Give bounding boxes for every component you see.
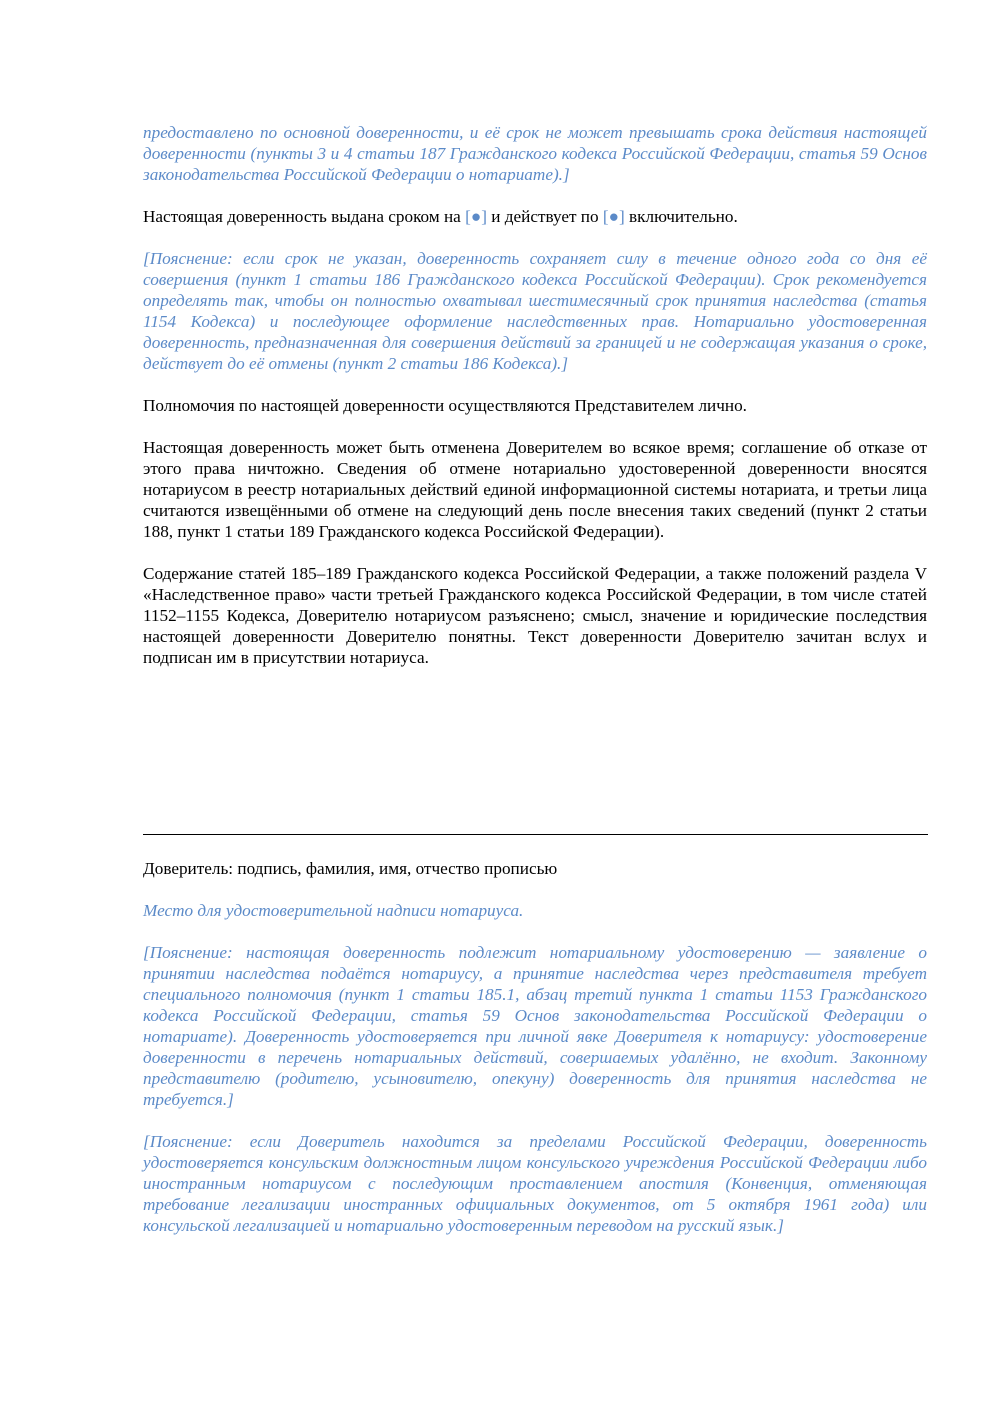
note-notarization: [Пояснение: настоящая доверенность подлежит нотариальному удостоверению — заявление о принятии наследства подаётся нотариусу, а принятие наследства через представителя требует специального полномочия (пункт 1 статьи 185.1, абзац третий пункта 1 статьи 1153 Гражданского кодекса Российской Федерации, статья 59 Основ законодательства Российской Федерации о нотариате). Доверенность удостоверяется при личной явке Доверителя к нотариусу: удостоверение доверенности в перечень нотариальных действий, совершаемых удалённо, не входит. Законному представителю (родителю, усыновителю, опекуну) доверенность для принятия наследства не требуется.]: [143, 943, 927, 1109]
term-text-1: Настоящая доверенность выдана сроком на: [143, 207, 466, 226]
explanation-paragraph: Содержание статей 185–189 Гражданского кодекса Российской Федерации, а также положений раздела V «Наследственное право» части третьей Гражданского кодекса Российской Федерации, в том числе статей 1152–1155 Кодекса, Доверителю нотариусом разъяснено; смысл, значение и юридические последствия настоящей доверенности Доверителю понятны. Текст доверенности Доверителю зачитан вслух и подписан им в присутствии нотариуса.: [143, 564, 927, 667]
term-end-placeholder: [●]: [602, 207, 625, 226]
personal-exercise-paragraph: Полномочия по настоящей доверенности осуществляются Представителем лично.: [143, 396, 747, 415]
document-body: [143, 122, 927, 668]
revocation-paragraph: Настоящая доверенность может быть отменена Доверителем во всякое время; соглашение об отказе от этого права ничтожно. Сведения об отмене нотариально удостоверенной доверенности вносятся нотариусом в реестр нотариальных действий единой информационной системы нотариата, и третьи лица считаются извещёнными об отмене на следующий день после внесения таких сведений (пункт 2 статьи 188, пункт 1 статьи 189 Гражданского кодекса Российской Федерации).: [143, 438, 927, 541]
note-subdelegation-term: предоставлено по основной доверенности, и её срок не может превышать срока действия настоящей доверенности (пункты 3 и 4 статьи 187 Гражданского кодекса Российской Федерации, статья 59 Основ законодательства Российской Федерации о нотариате).]: [143, 123, 927, 184]
term-start-placeholder: [●]: [465, 207, 487, 226]
note-abroad: [Пояснение: если Доверитель находится за пределами Российской Федерации, доверенность удостоверяется консульским должностным лицом консульского учреждения Российской Федерации либо иностранным нотариусом с последующим проставлением апостиля (Конвенция, отменяющая требование легализации иностранных официальных документов, от 5 октября 1961 года) или консульской легализацией и нотариально удостоверенным переводом на русский язык.]: [143, 1132, 927, 1235]
notary-place-note: Место для удостоверительной надписи нотариуса.: [143, 901, 524, 920]
term-text-2: и действует по: [486, 207, 603, 226]
signature-line: [143, 834, 928, 835]
signature-block: [143, 858, 927, 1236]
term-text-3: включительно.: [624, 207, 738, 226]
note-term: [Пояснение: если срок не указан, доверенность сохраняет силу в течение одного года со дня её совершения (пункт 1 статьи 186 Гражданского кодекса Российской Федерации). Срок рекомендуется определять так, чтобы он полностью охватывал шестимесячный срок принятия наследства (статья 1154 Кодекса) и последующее оформление наследственных прав. Нотариально удостоверенная доверенность, предназначенная для совершения действий за границей и не содержащая указания о сроке, действует до её отмены (пункт 2 статьи 186 Кодекса).]: [143, 249, 927, 373]
term-paragraph: [143, 206, 927, 227]
signature-caption: Доверитель: подпись, фамилия, имя, отчество прописью: [143, 859, 558, 878]
